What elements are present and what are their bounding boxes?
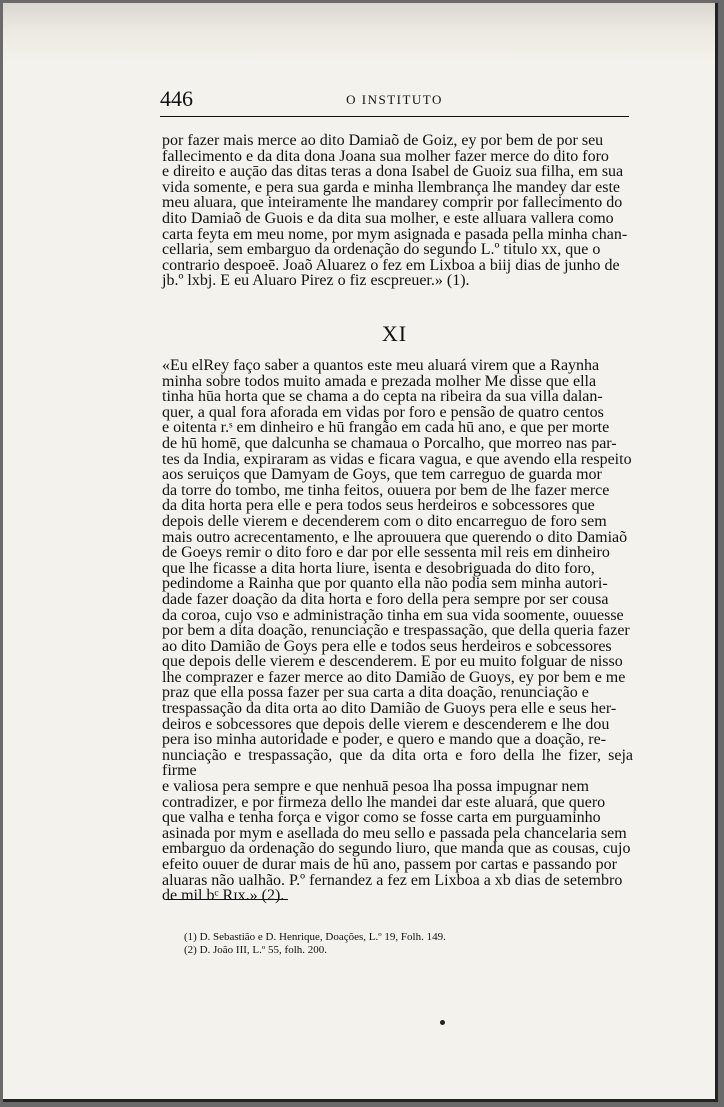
scan-speckle [3,3,715,63]
paragraph-document-xi: «Eu elRey faço saber a quantos este meu aluará virem que a Raynha minha sobre todos muito amada e prezada molher Me disse que ella tinha hūa horta que se chama a do cepta na ribeira da sua villa dalan- quer, a qual fora aforada em vidas por foro e pensão de quatro centos e oitenta r.ˢ em dinheiro e hū frangão em cada hū ano, e que per morte de hū homē, que dalcunha se chamaua o Porcalho, que morreo nas par- tes da India, expiraram as vidas e ficara vagua, e que avendo ella respeito aos seruiços que Damyam de Goys, que tem carreguo de guarda mor da torre do tombo, me tinha feitos, ouuera por bem de lhe fazer merce da dita horta pera elle e pera todos seus herdeiros e sobcessores que depois delle vierem e decenderem com o dito encarreguo de foro sem mais outro acrecentamento, e lhe aprouuera que querendo o dito Damiaõ de Goeys remir o dito foro e dar por elle sessenta mil reis em dinheiro que lhe ficasse a dita horta liure, isenta e desobriguada do dito foro, pedindome a Rainha que por quanto ella não podia sem minha autori- dade fazer doação da dita horta e foro della pera sempre por ser cousa da coroa, cujo vso e administração tinha em sua vida soomente, ouuesse por bem a dita doação, renunciação e trespassação, que della queria fazer ao dito Damião de Goys pera elle e todos seus herdeiros e sobcessores que depois delle vierem e descenderem. E por eu muito folguar de nisso lhe comprazer e fazer merce ao dito Damião de Guoys, ey por bem e me praz que ella possa fazer per sua carta a dita doação, renunciação e trespassação da dita orta ao dito Damião de Guoys pera elle e seus her- deiros e sobcessores que depois delle vierem e descenderem e lhe dou pera iso minha autoridade e poder, e quero e mando que a doação, re- nunciação e trespassação, que da dita orta e foro della lhe fizer, seja firme e valiosa pera sempre e que nenhuā pesoa lha possa impugnar nem contradizer, e por firmeza dello lhe mandei dar este aluará, que quero que valha e tenha força e vigor como se fosse carta em purguaminho asinada por mym e asellada do meu sello e passada pela chancelaria sem embarguo da ordenação do segundo liuro, que manda que as cousas, cujo efeito ouuer de durar mais de hū ano, passem por cartas e passando por aluaras não ualhão. P.º fernandez a fez em Lixboa a xb dias de setembro de mil bᶜ Rɪx.» (2). [162,357,633,905]
header-rule [160,116,629,117]
footnote-rule [166,899,288,900]
scanned-page [3,3,718,1102]
footnote-2: (2) D. João III, L.º 55, folh. 200. [184,944,328,956]
paragraph-continued: por fazer mais merce ao dito Damiaõ de Goiz, ey por bem de por seu fallecimento e da dita dona Joana sua molher fazer merce do dito foro e direito e auçāo das ditas teras a dona Isabel de Guoiz sua filha, em sua vida somente, e pera sua garda e minha llembrança lhe mandey dar este meu aluara, que inteiramente lhe mandarey comprir por fallecimento do dito Damiaõ de Guois e da dita sua molher, e este alluara vallera como carta feyta em meu nome, por mym asignada e pasada pella minha chan- cellaria, sem embarguo da ordenação do segundo L.º titulo xx, que o contrario despoeē. Joaõ Aluarez o fez em Lixboa a biij dias de junho de jb.º lxbj. E eu Aluaro Pirez o fiz escpreuer.» (1). [162,132,628,290]
running-title: O INSTITUTO [346,92,443,107]
running-head [160,86,629,112]
footnote-1: (1) D. Sebastião e D. Henrique, Doações, L.º 19, Folh. 149. [184,931,446,943]
section-heading: XI [381,321,408,346]
footnotes [184,931,624,957]
stray-ink-dot [440,1020,445,1025]
page-number: 446 [160,86,193,111]
